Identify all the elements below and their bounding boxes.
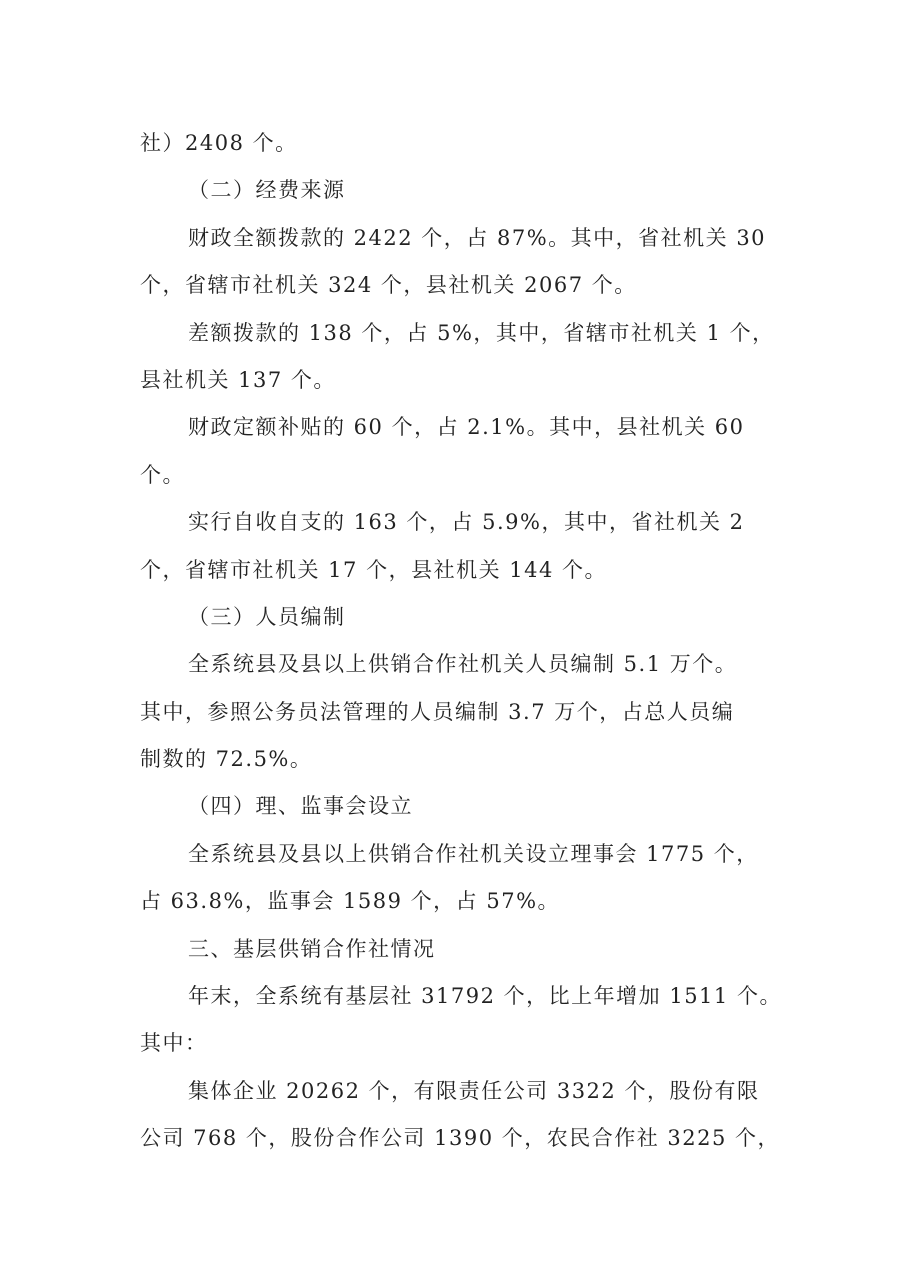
text-line: 个，省辖市社机关 17 个，县社机关 144 个。 [140, 557, 608, 582]
section-heading: （三）人员编制 [188, 604, 346, 629]
text-line: 个。 [140, 462, 185, 487]
text-line: 其中，参照公务员法管理的人员编制 3.7 万个，占总人员编 [140, 699, 735, 724]
section-heading: （四）理、监事会设立 [188, 794, 413, 819]
text-line: 制数的 72.5%。 [140, 747, 313, 772]
text-line: 个，省辖市社机关 324 个，县社机关 2067 个。 [140, 273, 637, 298]
text-line: 差额拨款的 138 个，占 5%，其中，省辖市社机关 1 个， [188, 320, 775, 345]
text-line: 全系统县及县以上供销合作社机关人员编制 5.1 万个。 [188, 652, 738, 677]
text-line: 财政全额拨款的 2422 个，占 87%。其中，省社机关 30 [188, 225, 767, 250]
text-line: 公司 768 个，股份合作公司 1390 个，农民合作社 3225 个， [140, 1126, 781, 1151]
text-line: 集体企业 20262 个，有限责任公司 3322 个，股份有限 [188, 1078, 760, 1103]
text-line: 占 63.8%，监事会 1589 个，占 57%。 [140, 889, 561, 914]
section-heading: 三、基层供销合作社情况 [188, 936, 436, 961]
text-line: 社）2408 个。 [140, 131, 298, 155]
text-line: 实行自收自支的 163 个，占 5.9%，其中，省社机关 2 [188, 510, 745, 535]
text-line: 财政定额补贴的 60 个，占 2.1%。其中，县社机关 60 [188, 415, 745, 440]
text-line: 其中： [140, 1031, 208, 1056]
section-heading: （二）经费来源 [188, 178, 346, 203]
text-line: 县社机关 137 个。 [140, 367, 336, 392]
text-line: 年末，全系统有基层社 31792 个，比上年增加 1511 个。 [188, 984, 782, 1009]
document-body [140, 120, 800, 1163]
text-line: 全系统县及县以上供销合作社机关设立理事会 1775 个， [188, 841, 759, 866]
